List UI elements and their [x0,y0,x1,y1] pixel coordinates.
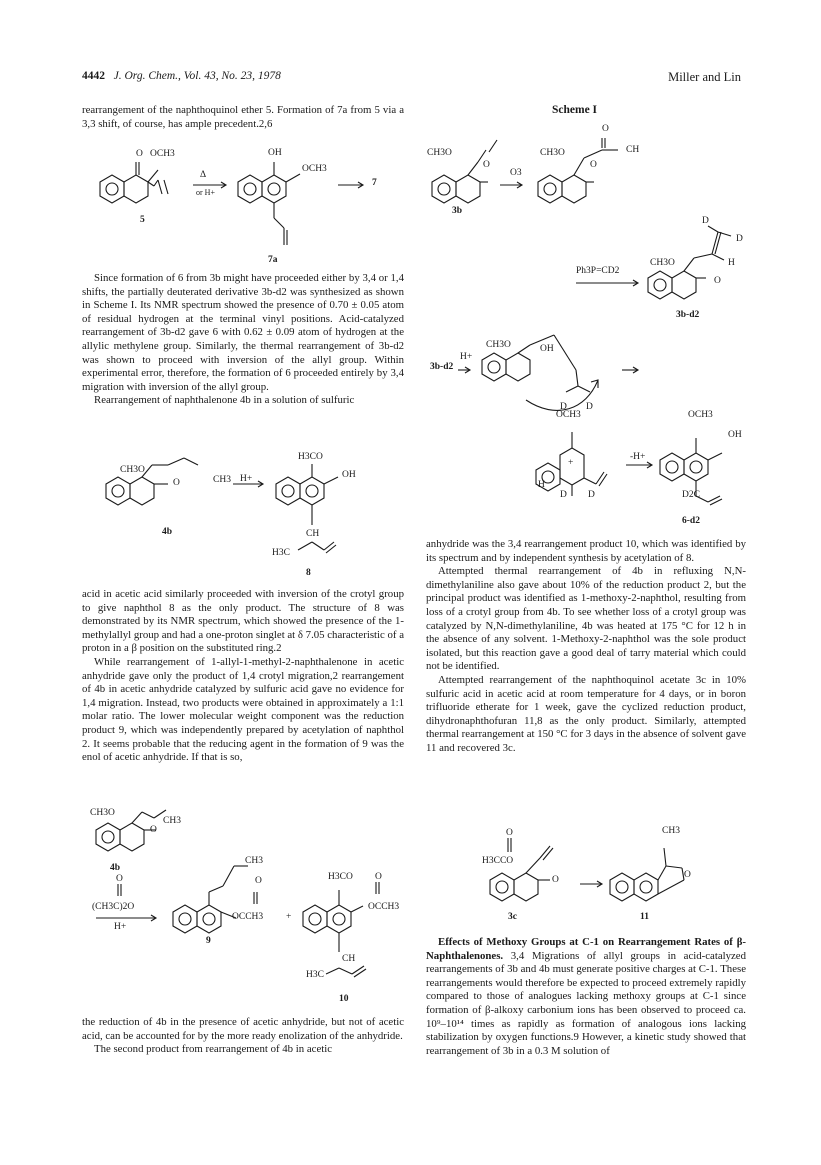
s8-oh: OH [342,470,356,480]
running-authors: Miller and Lin [668,70,741,84]
structure-3c-to-11 [470,828,730,918]
s4b-mid-ch3: CH3 [163,816,181,826]
scheme-3bd2-d2: D [736,234,743,244]
scheme-hplus: H+ [460,352,473,362]
scheme-wittig: Ph3P=CD2 [576,266,620,276]
s4b-top-ch3o: CH3O [120,465,145,475]
scheme-int-d1: D [560,402,567,412]
s7a-oh: OH [268,148,282,158]
left-para-4: the reduction of 4b in the presence of acetic anhydride, but not of acetic acid, can be accounted for by the more ready enolization of the anhydride. The second product from rearrangement of 4b in acetic [82,1016,404,1056]
scheme-cat-d2: D [588,490,595,500]
scheme-int-d2: D [586,402,593,412]
running-header [82,70,281,82]
scheme-3bd2-label: 3b-d2 [676,310,700,320]
s10-o: O [375,872,382,882]
scheme-1-diagram [426,120,756,530]
s8-h3co: H3CO [298,452,323,462]
plus-sign: + [286,912,292,922]
s11-ch3: CH3 [662,826,680,836]
scheme-cat-och3: OCH3 [556,410,581,420]
scheme-3bd2-h: H [728,258,735,268]
s10-occh3: OCCH3 [368,902,400,912]
s10-h3c: H3C [306,970,324,980]
s4b-top-arrow: H+ [240,474,253,484]
s4b-mid-o: O [150,825,157,835]
s8-h3c: H3C [272,548,290,558]
right-para-2: Effects of Methoxy Groups at C-1 on Rearrangement Rates of β-Naphthalenones. 3,4 Migrations of allyl groups in acid-catalyzed rearrangements of 3b and 4b must generate positive charges at C-1. These rearrangements would therefore be expected to proceed extremely rapidly compared to those of analogues lacking methoxy groups at C-1 since formation of β-alkoxy carbonium ions has been observed to proceed ca. 10⁹–10¹⁴ times as rapidly as formation of analogous ions lacking stabilization by oxygen functions.9 However, a kinetic study showed that rearrangement of 3b in a 0.3 M solution of [426,936,746,1057]
s9-o: O [255,876,262,886]
s11-o: O [684,870,691,880]
s10-h3co: H3CO [328,872,353,882]
scheme-3b-ch3o: CH3O [427,148,452,158]
s9-label: 9 [206,936,211,946]
s8-ch: CH [306,529,320,539]
s9-occh3: OCCH3 [232,912,264,922]
s5-o: O [136,149,143,159]
structure-4b-to-9-and-10 [88,800,408,975]
s8-label: 8 [306,568,311,578]
s4b-top-label: 4b [162,527,173,537]
s5-och3: OCH3 [150,149,175,159]
reagent-formula: (CH3C)2O [92,902,135,912]
s3c-label: 3c [508,912,517,922]
left-para-3: acid in acetic acid similarly proceeded with inversion of the crotyl group to give naphthol 8 as the only product. The structure of 8 was demonstrated by its NMR spectrum, which showed the presence of the 1-methylallyl group and had a one-proton singlet at δ 7.05 characteristic of a proton in a β position on the substituted ring.2 While rearrangement of 1-allyl-1-methyl-2-naphthalenone in acetic anhydride gave only the product of 1,4 crotyl migration,2 rearrangement of 4b in acetic anhydride catalyzed by sulfuric acid gave no evidence for 1,4 migration. Instead, two products were obtained in approximately a 1:1 molar ratio. The lower molecular weight component was the reduction product 9, which was independently prepared by acetylation of naphthol 2. It seems probable that the reducing agent in the formation of 9 was the enol of acetic anhydride. If that is so, [82,588,404,764]
s4b-mid-ch3o: CH3O [90,808,115,818]
section-title: Effects of Methoxy Groups at C-1 on Rearrangement Rates of β-Naphthalenones. [426,936,746,962]
scheme-3b-o: O [483,160,490,170]
s3c-h3cco: H3CCO [482,856,514,866]
s10-label: 10 [339,994,349,1004]
page-number: 4442 [82,70,105,82]
s9-ch3: CH3 [245,856,263,866]
scheme-6d2-oh: OH [728,430,742,440]
s4b-top-ch3: CH3 [213,475,231,485]
scheme-ald-o: O [602,124,609,134]
scheme-ald-ch: CH [626,145,640,155]
scheme-minus-h: -H+ [630,452,646,462]
left-para-1: rearrangement of the naphthoquinol ether 5. Formation of 7a from 5 via a 3,3 shift, of course, has ample precedent.2,6 [82,104,404,130]
scheme-cat-h: H [538,480,545,490]
scheme-cat-d1: D [560,490,567,500]
scheme-3bd2-ch3o: CH3O [650,258,675,268]
scheme-3bd2-start: 3b-d2 [430,362,454,372]
scheme-6d2-d2c: D2C [682,490,700,500]
s11-label: 11 [640,912,649,922]
scheme-ald-ch3o: CH3O [540,148,565,158]
journal-citation: J. Org. Chem., Vol. 43, No. 23, 1978 [113,70,281,82]
scheme-6d2-och3: OCH3 [688,410,713,420]
s5-arrow-bottom: or H+ [196,188,215,197]
right-para-1: anhydride was the 3,4 rearrangement product 10, which was identified by its spectrum and by independent synthesis by acetylation of 8. Attempted thermal rearrangement of 4b in refluxing N,N-dimethylaniline also gave about 10% of the reduction product 2, but the principal product was identified as 1-methoxy-2-naphthol, resulting from loss of a crotyl group from 4b. To see whether loss of a crotyl group was catalyzed by N,N-dimethylaniline, 4b was heated at 175 °C for 12 h in the absence of any solvent. 1-Methoxy-2-naphthol was the sole product isolated, but this reaction gave a good deal of tarry material which could not be identified. Attempted rearrangement of the naphthoquinol acetate 3c in 10% sulfuric acid in acetic acid at room temperature for 4 days, or in boron trifluoride etherate for 1 week, gave the cyclized reduction product, dihydronaphthofuran 11,8 as the only product. Similarly, attempted thermal rearrangement at 150 °C for 3 days in the absence of solvent gave 11 and recovered 3c. [426,538,747,754]
left-para-2: Since formation of 6 from 3b might have proceeded either by 3,4 or 1,4 shifts, the partially deuterated derivative 3b-d2 was synthesized as shown in Scheme I. Its NMR spectrum showed the presence of 0.70 ± 0.05 atom of residual hydrogen at the terminal vinyl positions. Acid-catalyzed rearrangement of 3b-d2 gave 6 with 0.62 ± 0.09 atom of hydrogen at the allylic methylene group. Similarly, the thermal rearrangement of 3b-d2 was shown to proceed with inversion of the allyl group. Within experimental error, therefore, the formation of 6 proceeded entirely by 3,4 migration with inversion of the allyl group. Rearrangement of naphthalenone 4b in a solution of sulfuric [82,272,404,407]
scheme-o3: O3 [510,168,522,178]
scheme-int-oh: OH [540,344,554,354]
s5-label: 5 [140,215,145,225]
reagent-cat: H+ [114,922,127,932]
s4b-top-o: O [173,478,180,488]
scheme-title: Scheme I [552,104,598,116]
s3c-ring-o: O [552,875,559,885]
s7a-och3: OCH3 [302,164,327,174]
scheme-3bd2-o: O [714,276,721,286]
s4b-mid-label: 4b [110,863,121,873]
scheme-3b-label: 3b [452,206,463,216]
scheme-ald-ring-o: O [590,160,597,170]
scheme-3bd2-d1: D [702,216,709,226]
scheme-cat-plus: + [568,458,574,468]
s7a-label: 7a [268,255,278,265]
s10-ch: CH [342,954,356,964]
s5-arrow-top: Δ [200,170,207,180]
scheme-6d2-label: 6-d2 [682,516,700,526]
s7a-product: 7 [372,178,377,188]
s3c-o: O [506,828,513,838]
reagent-o: O [116,874,123,884]
scheme-int-ch3o: CH3O [486,340,511,350]
